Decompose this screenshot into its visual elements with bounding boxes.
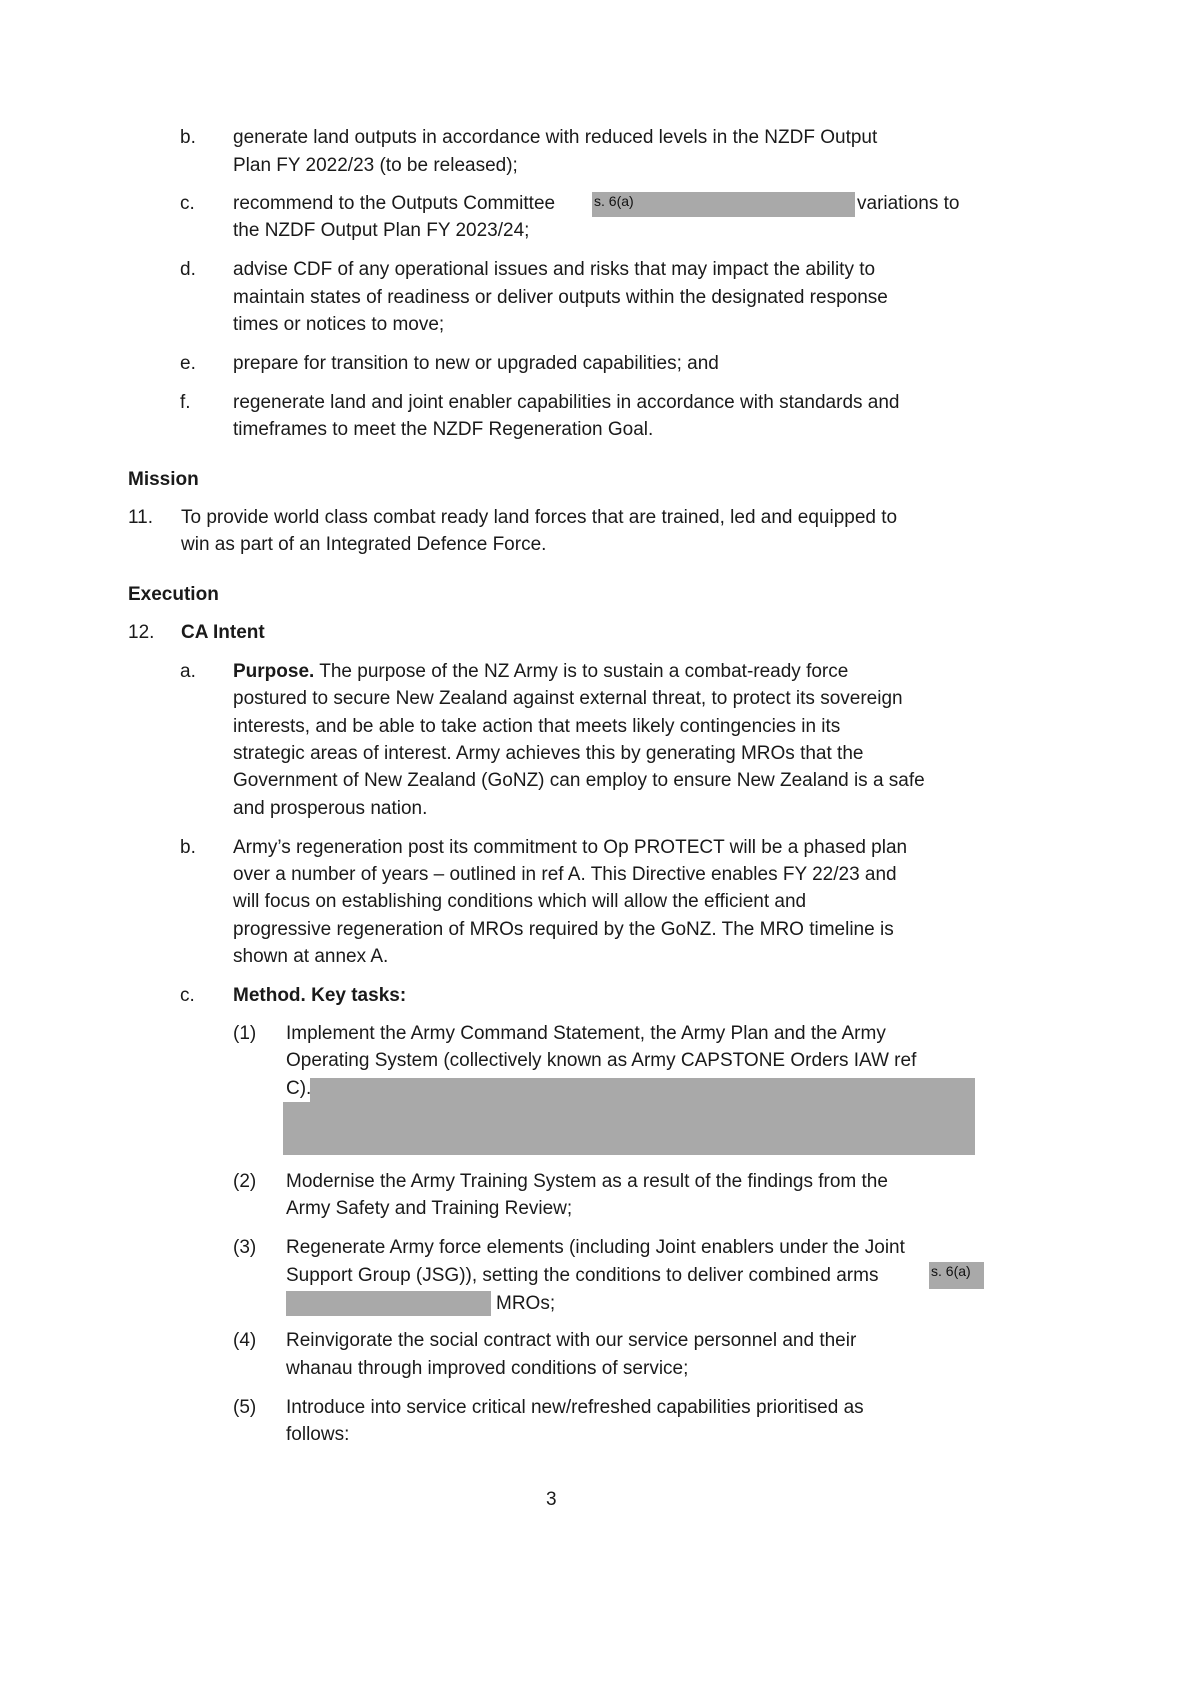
mission-line: To provide world class combat ready land forces that are trained, led and equipped to [181, 507, 898, 528]
redaction-box [283, 1102, 313, 1155]
list-item-d-line: advise CDF of any operational issues and risks that may impact the ability to [233, 259, 876, 280]
task4-line: Reinvigorate the social contract with our service personnel and their [286, 1330, 857, 1351]
intent-a-line: and prosperous nation. [233, 798, 428, 819]
list-marker: c. [180, 985, 195, 1006]
task3-line: Support Group (JSG)), setting the conditions to deliver combined arms [286, 1265, 879, 1286]
task1-line: C). [286, 1078, 312, 1099]
section-heading-execution: Execution [128, 584, 219, 605]
intent-b-line: will focus on establishing conditions which will allow the efficient and [233, 891, 807, 912]
list-marker: a. [180, 661, 196, 682]
task2-line: Army Safety and Training Review; [286, 1198, 573, 1219]
list-item-c-line: the NZDF Output Plan FY 2023/24; [233, 220, 530, 241]
list-marker: e. [180, 353, 196, 374]
intent-a-line: interests, and be able to take action that meets likely contingencies in its [233, 716, 841, 737]
task-marker: (3) [233, 1237, 257, 1258]
redaction-label: s. 6(a) [931, 1263, 971, 1279]
method-heading: Method. Key tasks: [233, 985, 407, 1006]
task3-line: Regenerate Army force elements (including Joint enablers under the Joint [286, 1237, 905, 1258]
redaction-label: s. 6(a) [594, 193, 634, 209]
intent-b-line: shown at annex A. [233, 946, 389, 967]
redaction-box [286, 1291, 491, 1316]
list-item-f-line: timeframes to meet the NZDF Regeneration Goal. [233, 419, 654, 440]
paragraph-number: 12. [128, 622, 155, 643]
page-number: 3 [546, 1489, 557, 1510]
purpose-text: The purpose of the NZ Army is to sustain a combat-ready force [314, 661, 849, 682]
task1-line: Implement the Army Command Statement, the Army Plan and the Army [286, 1023, 886, 1044]
intent-a-line: strategic areas of interest. Army achieves this by generating MROs that the [233, 743, 864, 764]
list-marker: f. [180, 392, 191, 413]
list-item-b-line: Plan FY 2022/23 (to be released); [233, 155, 518, 176]
list-marker: b. [180, 127, 196, 148]
intent-b-line: progressive regeneration of MROs required by the GoNZ. The MRO timeline is [233, 919, 894, 940]
list-marker: d. [180, 259, 196, 280]
mission-line: win as part of an Integrated Defence Force. [181, 534, 547, 555]
task4-line: whanau through improved conditions of service; [286, 1358, 689, 1379]
section-heading-mission: Mission [128, 469, 199, 490]
list-item-d-line: maintain states of readiness or deliver outputs within the designated response [233, 287, 888, 308]
task2-line: Modernise the Army Training System as a result of the findings from the [286, 1171, 888, 1192]
task-marker: (1) [233, 1023, 257, 1044]
task5-line: Introduce into service critical new/refreshed capabilities prioritised as [286, 1397, 864, 1418]
purpose-lead: Purpose. [233, 661, 315, 682]
intent-a-line: postured to secure New Zealand against external threat, to protect its sovereign [233, 688, 903, 709]
subheading-ca-intent: CA Intent [181, 622, 265, 643]
intent-b-line: Army’s regeneration post its commitment to Op PROTECT will be a phased plan [233, 837, 908, 858]
intent-a-first-line [233, 660, 848, 684]
list-item-d-line: times or notices to move; [233, 314, 445, 335]
paragraph-number: 11. [128, 507, 154, 528]
task5-line: follows: [286, 1424, 350, 1445]
list-item-e-line: prepare for transition to new or upgraded capabilities; and [233, 353, 719, 374]
task-marker: (2) [233, 1171, 257, 1192]
list-marker: c. [180, 193, 195, 214]
list-item-f-line: regenerate land and joint enabler capabilities in accordance with standards and [233, 392, 900, 413]
redaction-box [310, 1078, 975, 1155]
intent-a-line: Government of New Zealand (GoNZ) can employ to ensure New Zealand is a safe [233, 770, 925, 791]
task3-line: MROs; [496, 1293, 556, 1314]
list-marker: b. [180, 837, 196, 858]
task1-line: Operating System (collectively known as Army CAPSTONE Orders IAW ref [286, 1050, 917, 1071]
list-item-b-line: generate land outputs in accordance with reduced levels in the NZDF Output [233, 127, 878, 148]
task-marker: (4) [233, 1330, 257, 1351]
list-item-c-text: recommend to the Outputs Committee [233, 193, 556, 214]
task-marker: (5) [233, 1397, 257, 1418]
intent-b-line: over a number of years – outlined in ref A. This Directive enables FY 22/23 and [233, 864, 897, 885]
list-item-c-text: variations to [857, 193, 960, 214]
